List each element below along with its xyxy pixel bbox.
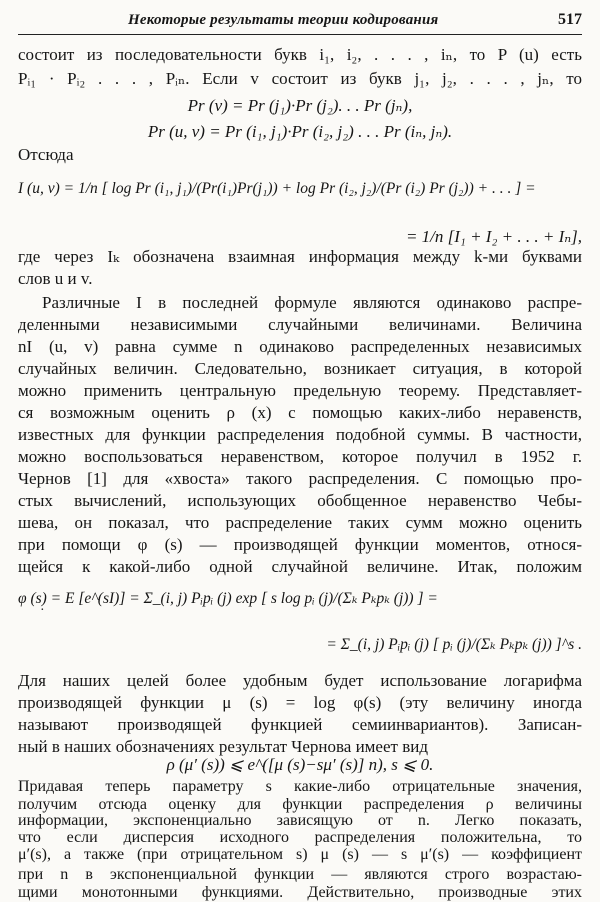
text-line: что если дисперсия исходного распределения положительна, то: [18, 829, 582, 846]
formula-generating-function: φ (s) = E [e^(sI)] = Σ_(i, j) Pᵢpᵢ (j) exp [ s log pᵢ (j)/(Σₖ Pₖpₖ (j)) ] =: [18, 590, 438, 607]
text-line: Придавая теперь параметру s какие-либо отрицательные значения,: [18, 778, 582, 795]
formula-chernov-bound: ρ (μ′ (s)) ⩽ e^([μ (s)−sμ′ (s)] n), s ⩽ 0.: [166, 755, 434, 774]
text-line: получим отсюда оценку для функции распределения ρ величины: [18, 796, 582, 813]
text-line: можно применить центральную предельную теорему. Представляет-: [18, 381, 582, 400]
text-line: слов u и v.: [18, 269, 93, 288]
page-number: 517: [558, 11, 582, 28]
text-line: при n в экспоненциальной функции — являются строго возрастаю-: [18, 866, 582, 883]
text-line: ный в наших обозначениях результат Чернова имеет вид: [18, 737, 428, 756]
text-line: называют производящей функцией семиинвариантов). Записан-: [18, 715, 582, 734]
formula-generating-function-continued: = Σ_(i, j) Pᵢpᵢ (j) [ pᵢ (j)/(Σₖ Pₖpₖ (j)) ]^s .: [326, 636, 582, 653]
text-line: где через Iₖ обозначена взаимная информация между k-ми буквами: [18, 247, 582, 266]
page-header: [18, 6, 582, 35]
text-line: информации, экспоненциально зависящую от n. Легко показать,: [18, 812, 582, 829]
text-line: стых вычислений, использующих обобщенное неравенство Чебы-: [18, 491, 582, 510]
text-line: ся возможным оценить ρ (x) с помощью каких-либо неравенств,: [18, 403, 582, 422]
text-line: щейся к какой-либо одной случайной величине. Итак, положим: [18, 557, 582, 576]
text-line: Для наших целей более удобным будет использование логарифма: [18, 671, 582, 690]
paragraph-first-line: Различные I в последней формуле являются одинаково распре-: [42, 293, 582, 312]
text-line: шева, он показал, что распределение таких сумм можно оценить: [18, 513, 582, 532]
text-line: nI (u, v) равна сумме n одинаково распределенных независимых: [18, 337, 582, 356]
text-line: состоит из последовательности букв i₁, i₂, . . . , iₙ, то P (u) есть: [18, 45, 582, 64]
text-line: μ′(s), а также (при отрицательном s) μ (s) — s μ′(s) — коэффициент: [18, 846, 582, 863]
text-line: Pᵢ₁ · Pᵢ₂ . . . , Pᵢₙ. Если v состоит из букв j₁, j₂, . . . , jₙ, то: [18, 69, 582, 88]
print-speck: ·: [40, 603, 45, 618]
formula-mutual-information: I (u, v) = 1/n [ log Pr (i₁, j₁)/(Pr(i₁)Pr(j₁)) + log Pr (i₂, j₂)/(Pr (i₂) Pr (j₂)) + . . . ] =: [18, 180, 536, 197]
formula-pr-v: Pr (v) = Pr (j₁)·Pr (j₂). . . Pr (jₙ),: [187, 96, 413, 115]
text-line: деленными независимыми случайными величинами. Величина: [18, 315, 582, 334]
formula-mutual-information-sum: = 1/n [I₁ + I₂ + . . . + Iₙ],: [405, 227, 582, 246]
text-line: щими монотонными функциями. Действительно, производные этих: [18, 884, 582, 901]
text-line: случайных величин. Следовательно, возникает ситуация, в которой: [18, 359, 582, 378]
running-head: Некоторые результаты теории кодирования: [128, 12, 439, 28]
text-line: можно воспользоваться неравенством, которое получил в 1952 г.: [18, 447, 582, 466]
text-line: производящей функции μ (s) = log φ(s) (эту величину иногда: [18, 693, 582, 712]
text-line: Чернов [1] для «хвоста» такого распределения. С помощью про-: [18, 469, 582, 488]
text-line: известных для функции распределения подобной суммы. В частности,: [18, 425, 582, 444]
text-line: Отсюда: [18, 145, 74, 164]
text-line: при помощи φ (s) — производящей функции моментов, относя-: [18, 535, 582, 554]
formula-pr-uv: Pr (u, v) = Pr (i₁, j₁)·Pr (i₂, j₂) . . . Pr (iₙ, jₙ).: [147, 122, 453, 141]
